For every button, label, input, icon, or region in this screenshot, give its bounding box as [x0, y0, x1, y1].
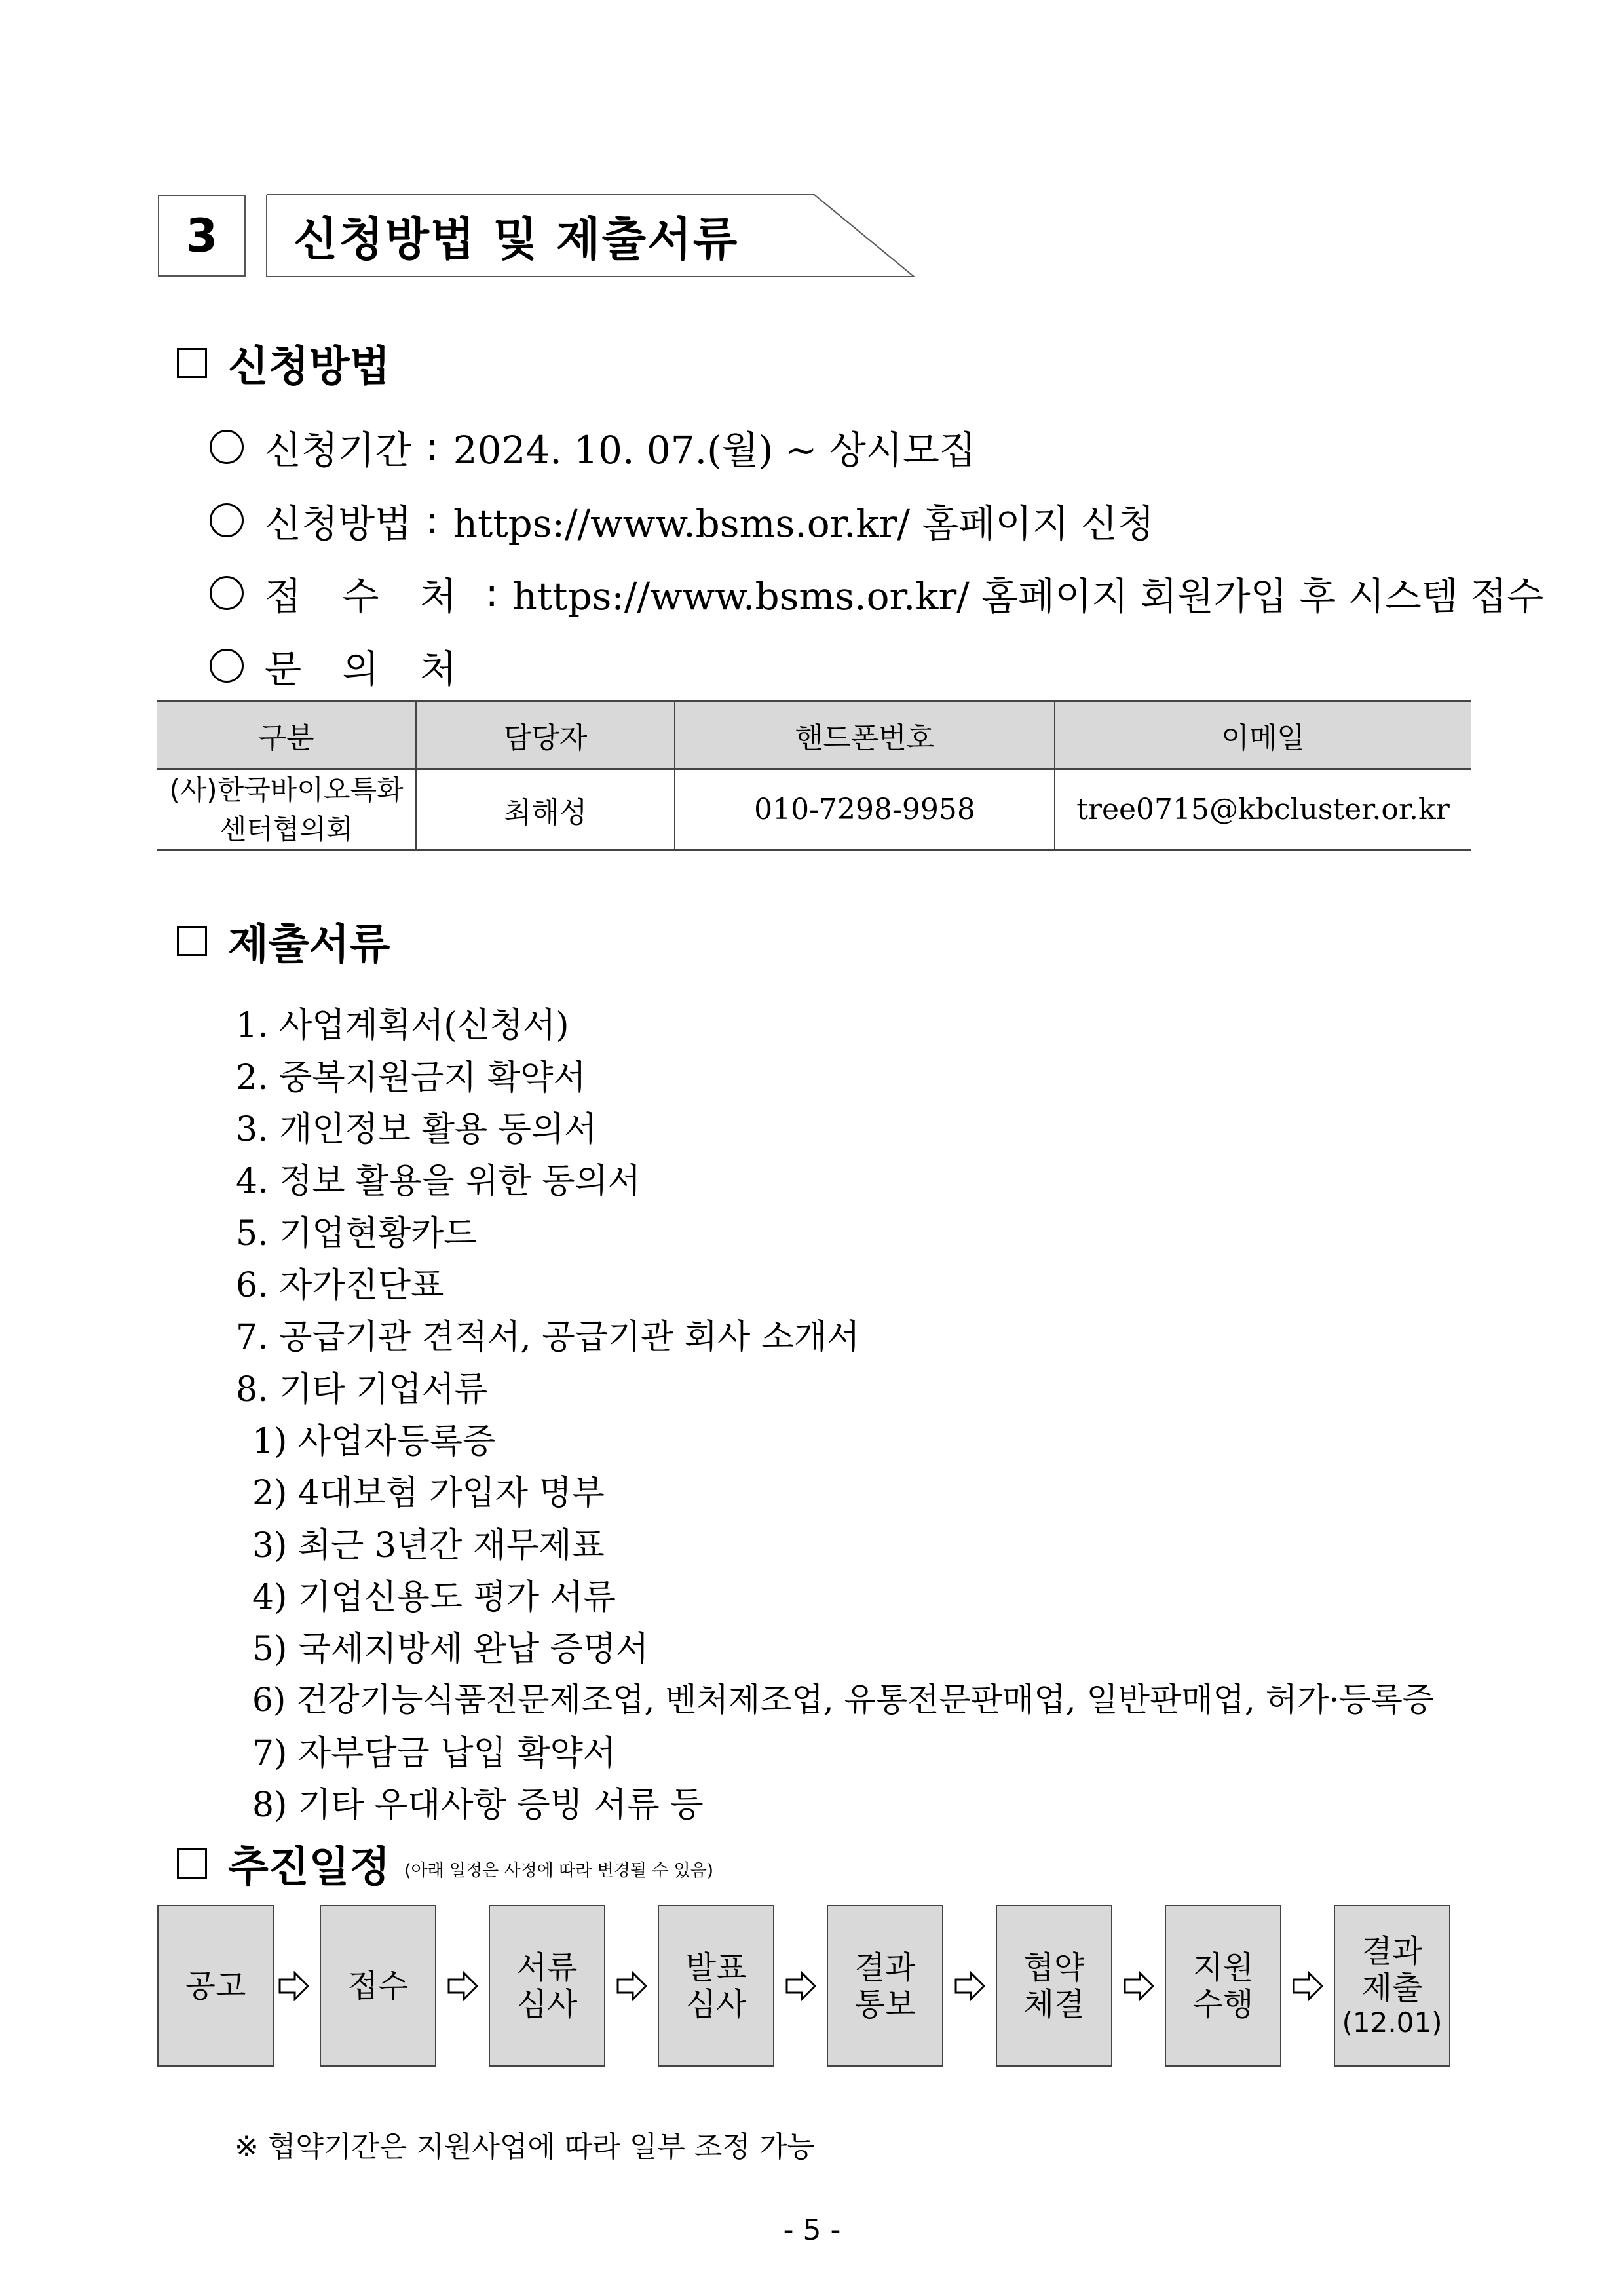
list-item: 7. 공급기관 견적서, 공급기관 회사 소개서 [236, 1318, 860, 1357]
page-number: - 5 - [783, 2213, 841, 2247]
right-arrow-icon [447, 1971, 480, 2001]
circle-bullet-icon [210, 503, 244, 537]
step-line-2: 심사 [516, 1985, 578, 2023]
step-line-2: 수행 [1192, 1985, 1254, 2023]
circle-bullet-icon [210, 649, 244, 683]
square-bullet-icon [177, 1848, 207, 1879]
contact-label: 문 의 처 [265, 647, 471, 691]
org-line-2: 센터협의회 [219, 813, 353, 845]
person-cell: 최해성 [416, 769, 675, 851]
footnote: ※ 협약기간은 지원사업에 따라 일부 조정 가능 [235, 2130, 815, 2164]
column-header: 핸드폰번호 [675, 702, 1055, 769]
step-line-2: 제출 [1361, 1969, 1423, 2006]
schedule-step [827, 1905, 943, 2067]
method-line [210, 493, 1154, 548]
period-label: 신청기간 [265, 428, 412, 472]
org-cell [157, 769, 416, 851]
documents-heading [177, 911, 390, 971]
period-line [210, 419, 976, 474]
apply-heading [177, 333, 390, 393]
step-line-2: 심사 [685, 1985, 747, 2023]
section-number: 3 [185, 208, 218, 263]
step-line-2: 통보 [854, 1985, 916, 2023]
sub-list-item: 2) 4대보험 가입자 명부 [252, 1474, 605, 1513]
method-value: https://www.bsms.or.kr/ 홈페이지 신청 [453, 501, 1154, 546]
schedule-heading [177, 1833, 713, 1894]
schedule-step [1334, 1905, 1450, 2067]
org-line-1: (사)한국바이오특화 [169, 773, 404, 806]
phone-cell: 010-7298-9958 [675, 769, 1055, 851]
documents-heading-text: 제출서류 [228, 921, 390, 969]
table-row [157, 769, 1471, 851]
step-line-3: (12.01) [1342, 2006, 1443, 2038]
receipt-separator: : [485, 571, 499, 615]
schedule-step [1165, 1905, 1281, 2067]
email-cell[interactable]: tree0715@kbcluster.or.kr [1055, 769, 1471, 851]
list-item: 2. 중복지원금지 확약서 [236, 1058, 586, 1098]
receipt-label: 접 수 처 [265, 574, 471, 619]
sub-list-item: 5) 국세지방세 완납 증명서 [252, 1630, 649, 1669]
right-arrow-icon [278, 1971, 311, 2001]
column-header: 담당자 [416, 702, 675, 769]
sub-list-item: 1) 사업자등록증 [252, 1422, 496, 1461]
section-title: 신청방법 및 제출서류 [293, 212, 739, 266]
step-line-2: 체결 [1023, 1985, 1085, 2023]
sub-list-item: 4) 기업신용도 평가 서류 [252, 1578, 616, 1617]
column-header: 이메일 [1055, 702, 1471, 769]
receipt-value: https://www.bsms.or.kr/ 홈페이지 회원가입 후 시스템 접수 [512, 574, 1544, 619]
schedule-step [489, 1905, 605, 2067]
step-line-1: 공고 [185, 1967, 246, 2004]
period-value: 2024. 10. 07.(월) ~ 상시모집 [453, 428, 976, 472]
sub-list-item: 6) 건강기능식품전문제조업, 벤처제조업, 유통전문판매업, 일반판매업, 허가·등록증 [252, 1681, 1435, 1719]
step-line-1: 접수 [347, 1967, 409, 2004]
list-item: 8. 기타 기업서류 [236, 1370, 488, 1409]
sub-list-item: 7) 자부담금 납입 확약서 [252, 1734, 616, 1773]
table-header-row [157, 702, 1471, 769]
square-bullet-icon [177, 348, 207, 378]
list-item: 3. 개인정보 활용 동의서 [236, 1110, 597, 1149]
sub-list-item: 8) 기타 우대사항 증빙 서류 등 [252, 1786, 704, 1825]
step-line-1: 발표 [685, 1949, 747, 1986]
apply-heading-text: 신청방법 [228, 343, 390, 391]
step-line-1: 지원 [1192, 1949, 1254, 1986]
column-header: 구분 [157, 702, 416, 769]
step-line-1: 결과 [854, 1949, 916, 1986]
period-separator: : [426, 425, 439, 469]
list-item: 6. 자가진단표 [236, 1266, 444, 1305]
circle-bullet-icon [210, 576, 244, 610]
contact-table [157, 700, 1471, 851]
contact-line [210, 638, 471, 693]
step-line-1: 결과 [1361, 1932, 1423, 1970]
right-arrow-icon [1123, 1971, 1156, 2001]
receipt-line [210, 565, 1543, 621]
list-item: 4. 정보 활용을 위한 동의서 [236, 1162, 641, 1201]
square-bullet-icon [177, 926, 207, 956]
section-number-box [158, 195, 246, 277]
method-label: 신청방법 [265, 501, 412, 546]
schedule-step [996, 1905, 1112, 2067]
method-separator: : [426, 498, 439, 543]
step-line-1: 협약 [1023, 1949, 1085, 1986]
schedule-note: (아래 일정은 사정에 따라 변경될 수 있음) [404, 1860, 714, 1881]
list-item: 1. 사업계획서(신청서) [236, 1006, 569, 1045]
step-line-1: 서류 [516, 1949, 578, 1986]
list-item: 5. 기업현황카드 [236, 1214, 477, 1253]
schedule-step [320, 1905, 436, 2067]
right-arrow-icon [1292, 1971, 1325, 2001]
schedule-step [658, 1905, 774, 2067]
right-arrow-icon [954, 1971, 987, 2001]
schedule-heading-text: 추진일정 [228, 1843, 390, 1892]
schedule-step [157, 1905, 274, 2067]
circle-bullet-icon [210, 430, 244, 464]
sub-list-item: 3) 최근 3년간 재무제표 [252, 1526, 605, 1565]
right-arrow-icon [785, 1971, 818, 2001]
right-arrow-icon [616, 1971, 649, 2001]
